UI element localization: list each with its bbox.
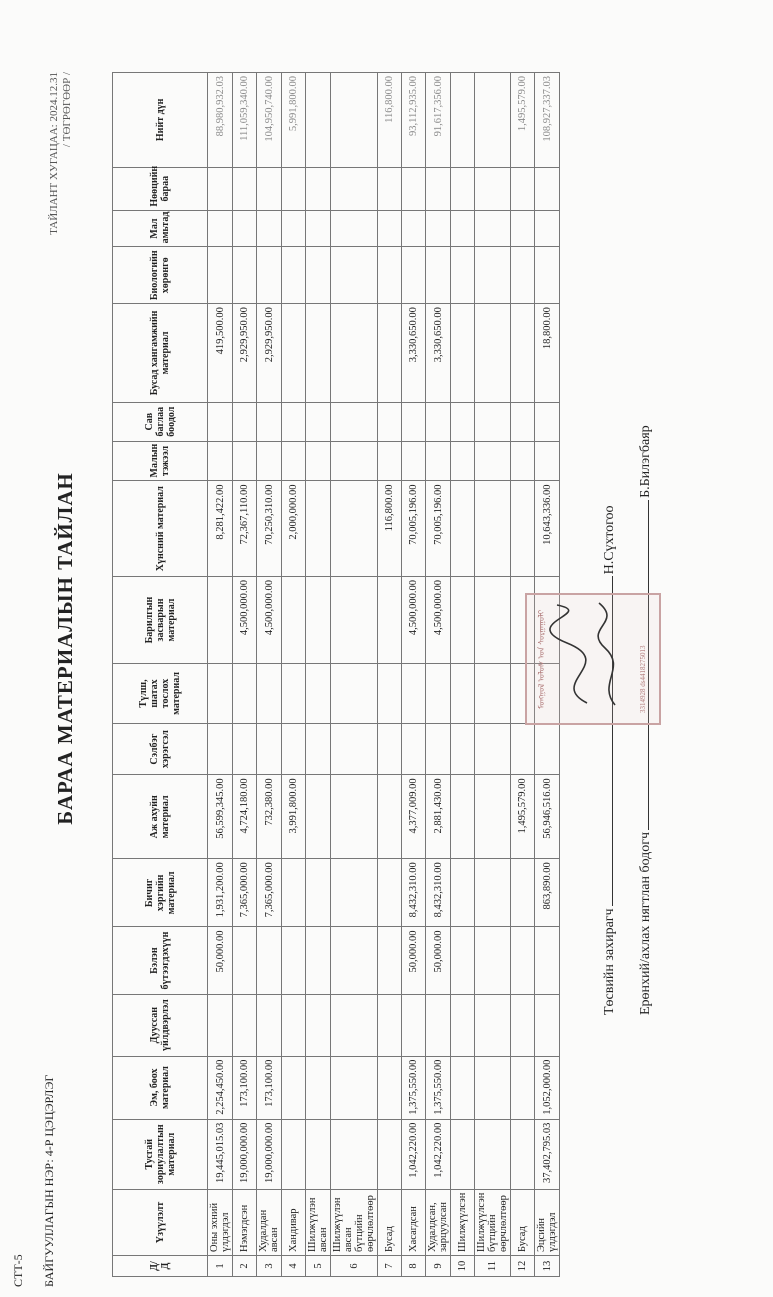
table-cell: 4,500,000.00	[233, 576, 257, 663]
table-cell	[208, 402, 233, 441]
table-cell	[378, 775, 402, 859]
table-cell	[306, 664, 331, 724]
table-cell	[331, 73, 378, 168]
table-cell	[475, 167, 511, 210]
table-cell	[208, 441, 233, 481]
table-cell	[426, 167, 451, 210]
official-stamp	[525, 593, 661, 725]
table-cell	[378, 576, 402, 663]
table-cell	[475, 859, 511, 927]
table-cell	[475, 576, 511, 663]
table-cell: Нэмэгдсэн	[233, 1189, 257, 1255]
table-cell	[306, 481, 331, 577]
table-cell	[426, 994, 451, 1056]
table-cell: 7,365,000.00	[233, 859, 257, 927]
table-cell	[511, 481, 535, 577]
table-cell: 1,495,579.00	[511, 775, 535, 859]
table-cell: 419,500.00	[208, 304, 233, 403]
table-cell: 4,500,000.00	[426, 576, 451, 663]
table-cell	[378, 1056, 402, 1119]
table-cell	[475, 723, 511, 774]
table-cell	[282, 664, 306, 724]
table-cell	[402, 441, 426, 481]
table-cell	[451, 664, 475, 724]
table-cell: 1,042,220.00	[402, 1119, 426, 1189]
table-cell: Бусад	[511, 1189, 535, 1255]
table-cell	[426, 441, 451, 481]
table-row	[257, 73, 282, 1277]
table-cell	[331, 927, 378, 994]
table-cell: 6	[331, 1256, 378, 1277]
table-cell: 3,330,650.00	[402, 304, 426, 403]
table-cell: 2,881,430.00	[426, 775, 451, 859]
table-cell	[378, 247, 402, 304]
table-cell	[331, 304, 378, 403]
table-cell: 1	[208, 1256, 233, 1277]
column-header: Түлш, шатах тослох материал	[113, 664, 208, 724]
table-row	[282, 73, 306, 1277]
form-code: СТТ-5	[11, 1254, 25, 1287]
table-cell: 19,000,000.00	[233, 1119, 257, 1189]
table-cell	[378, 210, 402, 247]
table-cell	[402, 167, 426, 210]
table-cell	[451, 994, 475, 1056]
table-cell	[208, 576, 233, 663]
stamp-id: 3314928 ds4418275013	[639, 645, 647, 713]
table-cell: 2,254,450.00	[208, 1056, 233, 1119]
table-cell: 732,380.00	[257, 775, 282, 859]
table-cell	[451, 723, 475, 774]
reporting-period	[48, 72, 74, 235]
table-cell	[475, 210, 511, 247]
table-cell: 173,100.00	[257, 1056, 282, 1119]
table-cell	[282, 167, 306, 210]
table-cell	[233, 247, 257, 304]
table-cell	[208, 723, 233, 774]
table-cell: Хандивар	[282, 1189, 306, 1255]
table-cell: 9	[426, 1256, 451, 1277]
table-cell	[331, 441, 378, 481]
table-cell: 8,432,310.00	[402, 859, 426, 927]
table-cell	[451, 859, 475, 927]
table-cell	[306, 247, 331, 304]
table-row	[306, 73, 331, 1277]
table-cell	[331, 481, 378, 577]
table-cell	[426, 664, 451, 724]
table-cell	[535, 402, 560, 441]
table-cell: 2,929,950.00	[233, 304, 257, 403]
table-row	[402, 73, 426, 1277]
column-header: Үзүүлэлт	[113, 1189, 208, 1255]
table-cell	[451, 247, 475, 304]
table-cell	[511, 1056, 535, 1119]
table-cell: 13	[535, 1256, 560, 1277]
table-cell	[257, 210, 282, 247]
table-cell: 7	[378, 1256, 402, 1277]
table-cell	[378, 1119, 402, 1189]
table-cell: 91,617,356.00	[426, 73, 451, 168]
table-cell	[511, 402, 535, 441]
table-cell	[535, 167, 560, 210]
table-cell	[451, 441, 475, 481]
table-cell	[331, 167, 378, 210]
table-cell	[306, 1119, 331, 1189]
table-cell	[331, 859, 378, 927]
table-cell	[378, 927, 402, 994]
table-cell	[535, 994, 560, 1056]
table-cell	[282, 723, 306, 774]
table-cell	[378, 723, 402, 774]
table-cell: 4,500,000.00	[402, 576, 426, 663]
table-cell	[257, 247, 282, 304]
table-cell: Шилжүүлэн авсан	[306, 1189, 331, 1255]
table-cell	[306, 304, 331, 403]
table-cell: 2,000,000.00	[282, 481, 306, 577]
table-cell	[451, 1056, 475, 1119]
column-header: Хүнсний материал	[113, 481, 208, 577]
table-cell	[208, 210, 233, 247]
table-row	[233, 73, 257, 1277]
table-cell: 50,000.00	[402, 927, 426, 994]
table-cell	[331, 1056, 378, 1119]
table-cell	[233, 210, 257, 247]
column-header: Бичиг хэргийн материал	[113, 859, 208, 927]
table-cell: 1,375,550.00	[426, 1056, 451, 1119]
table-cell	[331, 994, 378, 1056]
table-cell	[451, 304, 475, 403]
table-cell: 4,500,000.00	[257, 576, 282, 663]
table-cell	[378, 167, 402, 210]
table-cell	[511, 304, 535, 403]
table-cell	[378, 402, 402, 441]
table-cell	[451, 210, 475, 247]
table-cell: 70,005,196.00	[426, 481, 451, 577]
table-cell	[426, 402, 451, 441]
table-cell	[451, 927, 475, 994]
table-cell	[306, 775, 331, 859]
table-cell	[233, 994, 257, 1056]
budget-manager-signature	[602, 505, 618, 1015]
table-cell: 70,250,310.00	[257, 481, 282, 577]
table-cell: 10,643,336.00	[535, 481, 560, 577]
period-currency: / ТӨГРӨГӨӨР /	[61, 72, 73, 148]
column-header: Нийт дүн	[113, 73, 208, 168]
column-header: Бусад хангамжийн материал	[113, 304, 208, 403]
table-cell: 37,402,795.03	[535, 1119, 560, 1189]
column-header: Дууссан үйлдвэрлэл	[113, 994, 208, 1056]
table-cell	[402, 994, 426, 1056]
table-cell	[257, 441, 282, 481]
table-cell: Шилжүүлэн авсан бүтцийн өөрчлөлтөөр	[331, 1189, 378, 1255]
inventory-table	[112, 72, 560, 1277]
table-cell	[402, 664, 426, 724]
table-cell	[233, 664, 257, 724]
table-cell	[511, 167, 535, 210]
table-cell: 12	[511, 1256, 535, 1277]
column-header: Малын тэжээл	[113, 441, 208, 481]
table-cell: Хасагдсан	[402, 1189, 426, 1255]
table-cell	[535, 927, 560, 994]
table-cell: 1,042,220.00	[426, 1119, 451, 1189]
table-cell	[475, 775, 511, 859]
table-cell	[402, 210, 426, 247]
table-cell: 104,950,740.00	[257, 73, 282, 168]
column-header: Аж ахуйн материал	[113, 775, 208, 859]
table-row	[451, 73, 475, 1277]
column-header: Биологийн хөрөнгө	[113, 247, 208, 304]
table-cell: Шилжүүлсэн бүтцийн өөрчлөлтөөр	[475, 1189, 511, 1255]
table-cell: 4	[282, 1256, 306, 1277]
table-cell	[306, 1056, 331, 1119]
table-cell: 111,059,340.00	[233, 73, 257, 168]
table-cell: Эцсийн үлдэгдэл	[535, 1189, 560, 1255]
table-cell	[378, 994, 402, 1056]
table-cell	[426, 247, 451, 304]
table-cell	[511, 1119, 535, 1189]
table-cell	[475, 1056, 511, 1119]
table-cell: 56,946,516.00	[535, 775, 560, 859]
table-cell: 5	[306, 1256, 331, 1277]
table-cell: 3	[257, 1256, 282, 1277]
table-cell	[306, 441, 331, 481]
table-cell	[426, 723, 451, 774]
table-row	[378, 73, 402, 1277]
table-cell	[475, 481, 511, 577]
table-cell	[331, 723, 378, 774]
table-cell	[306, 167, 331, 210]
table-cell: 108,927,337.03	[535, 73, 560, 168]
table-cell: 4,724,180.00	[233, 775, 257, 859]
column-header: Нөөцийн бараа	[113, 167, 208, 210]
table-cell	[257, 994, 282, 1056]
table-cell	[282, 210, 306, 247]
table-cell	[331, 576, 378, 663]
table-cell	[306, 73, 331, 168]
table-cell	[331, 402, 378, 441]
signature-label: Төсвийн захирагч	[602, 908, 617, 1015]
table-cell	[208, 994, 233, 1056]
table-cell: 7,365,000.00	[257, 859, 282, 927]
table-cell	[331, 775, 378, 859]
table-cell	[282, 402, 306, 441]
signature-scribble	[527, 599, 627, 723]
column-header: Тусгай зориулалтын материал	[113, 1119, 208, 1189]
table-cell	[233, 402, 257, 441]
table-cell	[402, 247, 426, 304]
table-cell	[511, 210, 535, 247]
table-cell	[331, 247, 378, 304]
table-cell	[511, 927, 535, 994]
table-cell: 11	[475, 1256, 511, 1277]
table-cell	[208, 247, 233, 304]
table-cell	[451, 73, 475, 168]
table-cell	[282, 1056, 306, 1119]
table-cell	[331, 1119, 378, 1189]
table-cell	[378, 859, 402, 927]
stamp-script: ᠮᠣᠩᠭᠣᠯ ᠤᠯᠤᠰ ᠤᠨ ᠰᠤᠷᠭᠠᠭᠤᠯᠢ	[537, 609, 546, 709]
report-title: БАРАА МАТЕРИАЛЫН ТАЙЛАН	[53, 472, 77, 825]
table-cell	[535, 441, 560, 481]
table-cell: 88,980,932.03	[208, 73, 233, 168]
column-header: Эм, боох материал	[113, 1056, 208, 1119]
table-cell	[233, 927, 257, 994]
table-cell: 3,330,650.00	[426, 304, 451, 403]
table-cell: 863,890.00	[535, 859, 560, 927]
table-cell	[306, 994, 331, 1056]
table-cell: 50,000.00	[426, 927, 451, 994]
table-cell: 116,800.00	[378, 73, 402, 168]
column-header: Сэлбэг хэрэгсэл	[113, 723, 208, 774]
table-cell: 5,991,800.00	[282, 73, 306, 168]
table-cell	[426, 210, 451, 247]
column-header: Бэлэн бүтээгдэхүүн	[113, 927, 208, 994]
table-cell	[282, 927, 306, 994]
table-cell: 50,000.00	[208, 927, 233, 994]
table-cell	[475, 1119, 511, 1189]
table-cell: 116,800.00	[378, 481, 402, 577]
table-cell	[282, 1119, 306, 1189]
table-cell	[475, 304, 511, 403]
table-cell	[511, 247, 535, 304]
table-cell: Шилжүүлсэн	[451, 1189, 475, 1255]
table-cell	[451, 775, 475, 859]
table-cell	[402, 402, 426, 441]
table-cell: 56,599,345.00	[208, 775, 233, 859]
table-cell	[378, 664, 402, 724]
table-cell	[475, 402, 511, 441]
organization-name: БАЙГУУЛЛАГЫН НЭР: 4-Р ЦЭЦЭРЛЭГ	[42, 1074, 56, 1287]
table-cell: 70,005,196.00	[402, 481, 426, 577]
column-header: Мал амьтад	[113, 210, 208, 247]
table-cell	[475, 441, 511, 481]
table-cell	[511, 723, 535, 774]
table-cell: 19,445,015.03	[208, 1119, 233, 1189]
table-cell	[282, 247, 306, 304]
table-cell	[257, 402, 282, 441]
table-cell	[306, 927, 331, 994]
table-cell	[282, 994, 306, 1056]
table-cell: 8	[402, 1256, 426, 1277]
table-cell: 4,377,009.00	[402, 775, 426, 859]
table-cell	[306, 210, 331, 247]
table-cell	[282, 304, 306, 403]
table-cell	[306, 576, 331, 663]
table-cell: 2	[233, 1256, 257, 1277]
table-cell	[257, 167, 282, 210]
table-cell	[535, 723, 560, 774]
table-cell	[475, 247, 511, 304]
table-cell	[208, 167, 233, 210]
table-row	[331, 73, 378, 1277]
column-header: Д/Д	[113, 1256, 208, 1277]
table-cell: 1,052,000.00	[535, 1056, 560, 1119]
table-cell	[233, 167, 257, 210]
table-cell	[511, 994, 535, 1056]
table-cell	[378, 441, 402, 481]
table-cell	[331, 664, 378, 724]
period-date: ТАЙЛАНТ ХУГАЦАА: 2024.12.31	[48, 72, 60, 235]
table-cell: 1,375,550.00	[402, 1056, 426, 1119]
table-cell: 8,432,310.00	[426, 859, 451, 927]
table-cell	[208, 664, 233, 724]
table-cell	[535, 210, 560, 247]
table-cell: Худалдсан, зарцуулсан	[426, 1189, 451, 1255]
table-cell	[257, 927, 282, 994]
table-header-row	[113, 73, 208, 1277]
table-row	[426, 73, 451, 1277]
column-header: Барилгын засварын материал	[113, 576, 208, 663]
table-row	[475, 73, 511, 1277]
table-cell	[475, 927, 511, 994]
table-cell: 3,991,800.00	[282, 775, 306, 859]
table-cell	[282, 859, 306, 927]
table-cell	[378, 304, 402, 403]
table-cell: Бусад	[378, 1189, 402, 1255]
table-cell	[451, 167, 475, 210]
table-cell	[402, 723, 426, 774]
table-cell	[475, 664, 511, 724]
table-cell	[257, 664, 282, 724]
table-cell: 1,931,200.00	[208, 859, 233, 927]
table-cell	[451, 1119, 475, 1189]
table-cell: Оны эхний үлдэгдэл	[208, 1189, 233, 1255]
table-cell	[306, 859, 331, 927]
table-cell: 1,495,579.00	[511, 73, 535, 168]
table-cell	[451, 481, 475, 577]
table-cell: 2,929,950.00	[257, 304, 282, 403]
table-cell	[535, 247, 560, 304]
table-cell	[451, 576, 475, 663]
table-cell	[282, 441, 306, 481]
signatory-name: Н.Сүхтогоо	[602, 505, 617, 575]
table-cell	[257, 723, 282, 774]
table-cell: 93,112,935.00	[402, 73, 426, 168]
table-cell	[282, 576, 306, 663]
table-cell: 72,367,110.00	[233, 481, 257, 577]
table-cell	[306, 723, 331, 774]
table-cell	[306, 402, 331, 441]
table-row	[208, 73, 233, 1277]
table-cell	[331, 210, 378, 247]
signature-label: Ерөнхий/ахлах нягтлан бодогч	[638, 831, 653, 1015]
table-cell: 18,800.00	[535, 304, 560, 403]
table-cell: 19,000,000.00	[257, 1119, 282, 1189]
column-header: Сав баглаа боодол	[113, 402, 208, 441]
table-cell	[511, 441, 535, 481]
table-cell	[475, 73, 511, 168]
table-cell	[233, 441, 257, 481]
table-cell	[451, 402, 475, 441]
table-cell	[475, 994, 511, 1056]
table-cell: Худалдан авсан	[257, 1189, 282, 1255]
signatory-name: Б.Билэгбаяр	[638, 425, 653, 498]
table-cell	[511, 859, 535, 927]
table-cell: 173,100.00	[233, 1056, 257, 1119]
table-cell: 8,281,422.00	[208, 481, 233, 577]
table-cell	[233, 723, 257, 774]
table-cell: 10	[451, 1256, 475, 1277]
